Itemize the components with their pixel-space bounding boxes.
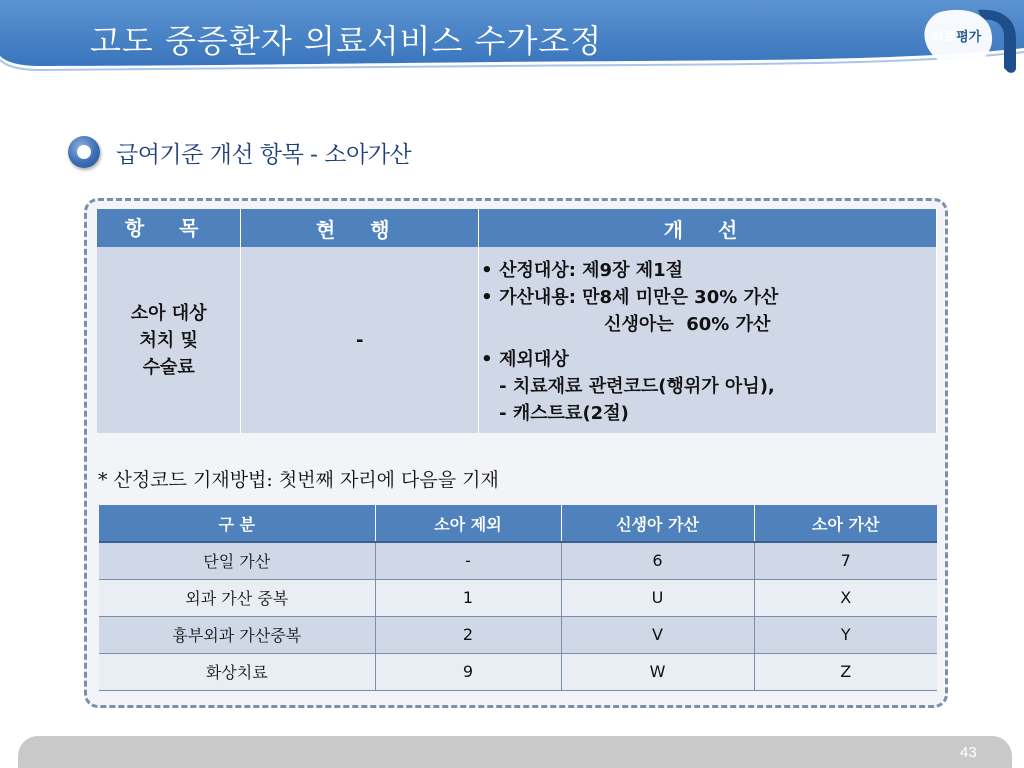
table-cell: 7 <box>754 542 937 579</box>
table-cell: 흉부외과 가산중복 <box>99 616 375 653</box>
code-note: * 산정코드 기재방법: 첫번째 자리에 다음을 기재 <box>98 469 499 491</box>
logo-part2: 평가 <box>956 30 982 45</box>
header-item: 항 목 <box>97 209 241 247</box>
sub-item: - 캐스트료(2절) <box>499 403 629 424</box>
section-bullet-icon <box>68 136 100 168</box>
col-header: 신생아 가산 <box>561 505 754 542</box>
bullet: • <box>481 287 493 308</box>
logo-part1: 의료 <box>931 30 957 45</box>
page-number: 43 <box>960 744 977 761</box>
sub-item: - 치료재료 관련코드(행위가 아님), <box>499 376 775 397</box>
footer-bar <box>18 736 1012 768</box>
improvement-table <box>97 209 937 433</box>
table-cell: X <box>754 579 937 616</box>
table-cell: - <box>375 542 561 579</box>
table-row <box>99 579 937 616</box>
table-row <box>99 542 937 579</box>
section-title: 급여기준 개선 항목 - 소아가산 <box>116 142 412 168</box>
table-cell: 단일 가산 <box>99 542 375 579</box>
table-cell: 2 <box>375 616 561 653</box>
bullet-text: 산정대상: 제9장 제1절 <box>499 260 684 281</box>
table-cell: W <box>561 653 754 690</box>
table-cell: 1 <box>375 579 561 616</box>
table-cell: 외과 가산 중복 <box>99 579 375 616</box>
table-cell: Y <box>754 616 937 653</box>
item-line: 수술료 <box>142 356 195 378</box>
bullet: • <box>481 260 493 281</box>
improvement-table-header <box>97 209 937 247</box>
header-current: 현 행 <box>241 209 479 247</box>
table-row <box>99 616 937 653</box>
bullet: • <box>481 349 493 370</box>
item-line: 소아 대상 <box>130 302 207 324</box>
col-header: 소아 가산 <box>754 505 937 542</box>
current-cell: - <box>241 247 479 433</box>
table-cell: U <box>561 579 754 616</box>
col-header: 소아 제외 <box>375 505 561 542</box>
table-cell: 화상치료 <box>99 653 375 690</box>
item-line: 처치 및 <box>139 329 198 351</box>
table-cell: Z <box>754 653 937 690</box>
col-header: 구 분 <box>99 505 375 542</box>
table-cell: 6 <box>561 542 754 579</box>
list-item <box>479 257 936 284</box>
list-item <box>479 346 936 373</box>
header-improvement: 개 선 <box>479 209 937 247</box>
table-row <box>99 653 937 690</box>
code-table-header <box>99 505 937 542</box>
slide-title: 고도 중증환자 의료서비스 수가조정 <box>90 22 603 60</box>
table-cell: 9 <box>375 653 561 690</box>
improvement-table-row <box>97 247 937 433</box>
logo-text <box>931 26 981 45</box>
table-cell: V <box>561 616 754 653</box>
code-table <box>99 505 937 691</box>
improvement-cell <box>479 247 937 433</box>
bullet-text: 제외대상 <box>499 349 569 370</box>
list-item <box>479 284 936 311</box>
bullet-text: 가산내용: 만8세 미만은 30% 가산 <box>499 287 779 308</box>
item-cell <box>97 247 241 433</box>
continuation-line: 신생아는 60% 가산 <box>604 314 771 335</box>
